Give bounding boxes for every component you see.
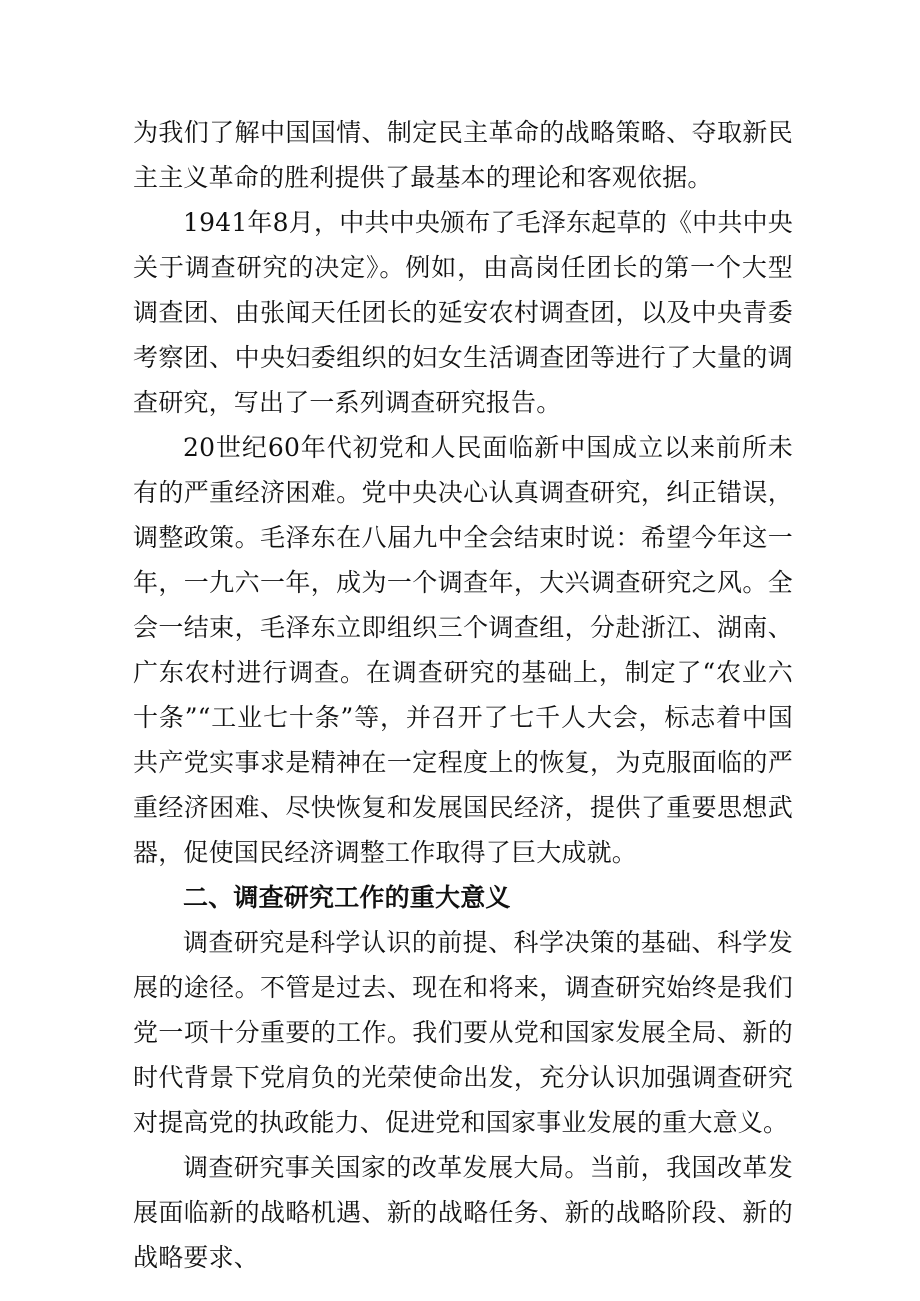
section-heading: 二、调查研究工作的重大意义 <box>183 883 511 912</box>
paragraph-significance: 调查研究是科学认识的前提、科学决策的基础、科学发展的途径。不管是过去、现在和将来，调查研究始终是我们党一项十分重要的工作。我们要从党和国家发展全局、新的时代背景下党肩负的光荣使命出发，充分认识加强调查研究对提高党的执政能力、促进党和国家事业发展的重大意义。 <box>133 928 793 1137</box>
paragraph-continuation: 为我们了解中国国情、制定民主革命的战略策略、夺取新民主主义革命的胜利提供了最基本的理论和客观依据。 <box>133 118 793 192</box>
paragraph-1941-decision: 1941年8月，中共中央颁布了毛泽东起草的《中共中央关于调查研究的决定》。例如，由高岗任团长的第一个大型调查团、由张闻天任团长的延安农村调查团，以及中央青委考察团、中央妇委组织的妇女生活调查团等进行了大量的调查研究，写出了一系列调查研究报告。 <box>133 208 793 417</box>
paragraph-reform-development: 调查研究事关国家的改革发展大局。当前，我国改革发展面临新的战略机遇、新的战略任务、新的战略阶段、新的战略要求、 <box>133 1153 793 1272</box>
paragraph-1960s-economic-difficulty: 20世纪60年代初党和人民面临新中国成立以来前所未有的严重经济困难。党中央决心认真调查研究，纠正错误，调整政策。毛泽东在八届九中全会结束时说：希望今年这一年，一九六一年，成为一个调查年，大兴调查研究之风。全会一结束，毛泽东立即组织三个调查组，分赴浙江、湖南、广东农村进行调查。在调查研究的基础上，制定了“农业六十条”“工业七十条”等，并召开了七千人大会，标志着中国共产党实事求是精神在一定程度上的恢复，为克服面临的严重经济困难、尽快恢复和发展国民经济，提供了重要思想武器，促使国民经济调整工作取得了巨大成就。 <box>133 433 793 867</box>
document-body <box>133 110 793 1280</box>
